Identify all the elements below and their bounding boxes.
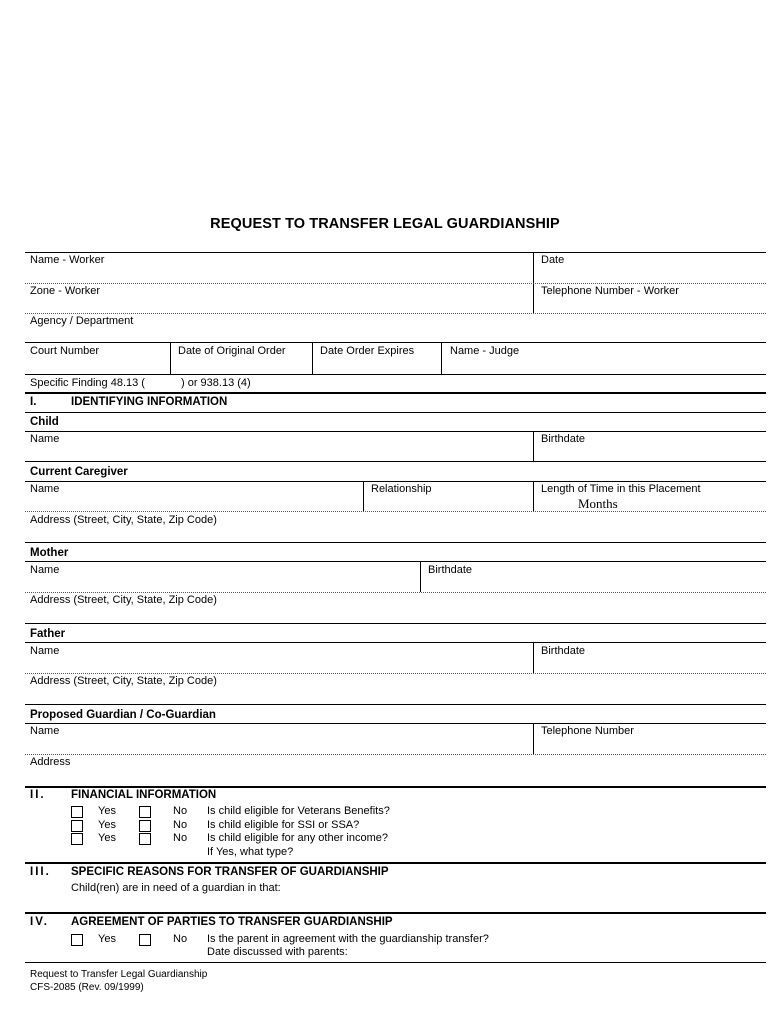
name-judge-label: Name - Judge [450, 345, 520, 357]
footer-form-name: Request to Transfer Legal Guardianship [30, 969, 208, 980]
divider [533, 431, 534, 461]
court-number-label: Court Number [30, 345, 100, 357]
divider [170, 342, 171, 374]
veterans-yes-checkbox[interactable] [71, 806, 83, 818]
agency-label: Agency / Department [30, 315, 134, 327]
divider [441, 342, 442, 374]
rule [25, 342, 766, 343]
guardian-address-label: Address [30, 756, 71, 768]
veterans-no-checkbox[interactable] [139, 806, 151, 818]
caregiver-address-label: Address (Street, City, State, Zip Code) [30, 514, 217, 526]
father-address-field[interactable] [25, 675, 764, 702]
father-heading: Father [30, 628, 66, 640]
child-heading: Child [30, 416, 59, 428]
divider [312, 342, 313, 374]
caregiver-name-field[interactable] [25, 483, 361, 510]
caregiver-relationship-field[interactable] [366, 483, 531, 510]
section-number: III. [30, 866, 51, 878]
date-label: Date [541, 254, 565, 266]
section-number: I. [30, 396, 37, 408]
rule [25, 313, 766, 314]
rule [25, 642, 766, 643]
reasons-label: Child(ren) are in need of a guardian in that: [71, 882, 281, 894]
date-field[interactable] [536, 254, 764, 282]
section-title: AGREEMENT OF PARTIES TO TRANSFER GUARDIANSHIP [71, 916, 393, 928]
divider [533, 642, 534, 673]
ssi-question: Is child eligible for SSI or SSA? [207, 819, 360, 831]
guardian-telephone-field[interactable] [536, 725, 764, 752]
mother-name-label: Name [30, 564, 60, 576]
guardian-telephone-label: Telephone Number [541, 725, 634, 737]
rule [25, 252, 766, 253]
guardian-name-field[interactable] [25, 725, 530, 752]
father-name-label: Name [30, 645, 60, 657]
specific-finding-field[interactable] [152, 377, 178, 390]
rule [25, 374, 766, 375]
date-discussed-label: Date discussed with parents: [207, 946, 348, 958]
date-original-order-field[interactable] [173, 345, 310, 373]
placement-length-field[interactable] [536, 483, 764, 510]
divider [533, 723, 534, 754]
rule [25, 623, 766, 624]
no-label: No [173, 832, 188, 844]
yes-label: Yes [98, 805, 116, 817]
father-birthdate-field[interactable] [536, 645, 764, 672]
section-rule [25, 392, 766, 394]
rule [25, 561, 766, 562]
yes-label: Yes [98, 933, 116, 945]
rule [25, 962, 766, 963]
no-label: No [173, 819, 188, 831]
zone-worker-label: Zone - Worker [30, 285, 101, 297]
caregiver-address-field[interactable] [25, 514, 764, 540]
name-worker-label: Name - Worker [30, 254, 105, 266]
child-name-label: Name [30, 433, 60, 445]
caregiver-name-label: Name [30, 483, 60, 495]
ssi-no-checkbox[interactable] [139, 820, 151, 832]
guardian-address-field[interactable] [25, 756, 764, 784]
mother-birthdate-label: Birthdate [428, 564, 473, 576]
agreement-no-checkbox[interactable] [139, 934, 151, 946]
footer-form-number: CFS-2085 (Rev. 09/1999) [30, 982, 144, 993]
guardian-heading: Proposed Guardian / Co-Guardian [30, 709, 216, 721]
other-income-no-checkbox[interactable] [139, 833, 151, 845]
reasons-field[interactable] [25, 896, 764, 910]
telephone-worker-field[interactable] [536, 285, 764, 313]
name-judge-field[interactable] [444, 345, 764, 373]
agreement-yes-checkbox[interactable] [71, 934, 83, 946]
section-title: IDENTIFYING INFORMATION [71, 396, 228, 408]
months-label: Months [578, 496, 618, 511]
section-rule [25, 862, 766, 864]
rule [25, 461, 766, 462]
section-number: II. [30, 789, 46, 801]
date-order-expires-field[interactable] [315, 345, 439, 373]
divider [420, 561, 421, 592]
rule [25, 412, 766, 413]
date-discussed-field[interactable] [352, 946, 764, 959]
yes-label: Yes [98, 819, 116, 831]
rule [25, 754, 766, 755]
mother-address-field[interactable] [25, 594, 764, 621]
page-title: REQUEST TO TRANSFER LEGAL GUARDIANSHIP [210, 216, 560, 232]
telephone-worker-label: Telephone Number - Worker [541, 285, 679, 297]
ssi-yes-checkbox[interactable] [71, 820, 83, 832]
section-title: FINANCIAL INFORMATION [71, 789, 217, 801]
placement-length-label: Length of Time in this Placement [541, 483, 701, 495]
caregiver-heading: Current Caregiver [30, 466, 128, 478]
court-number-field[interactable] [25, 345, 168, 373]
mother-name-field[interactable] [25, 564, 418, 591]
date-original-order-label: Date of Original Order [178, 345, 286, 357]
divider [533, 481, 534, 511]
agreement-question: Is the parent in agreement with the guardianship transfer? [207, 933, 489, 945]
rule [25, 283, 766, 284]
other-income-yes-checkbox[interactable] [71, 833, 83, 845]
divider [363, 481, 364, 511]
mother-heading: Mother [30, 547, 69, 559]
rule [25, 511, 766, 512]
rule [25, 542, 766, 543]
date-order-expires-label: Date Order Expires [320, 345, 415, 357]
rule [25, 592, 766, 593]
mother-birthdate-field[interactable] [423, 564, 764, 591]
section-rule [25, 786, 766, 788]
child-birthdate-label: Birthdate [541, 433, 586, 445]
child-name-field[interactable] [25, 433, 530, 460]
section-number: IV. [30, 916, 50, 928]
father-address-label: Address (Street, City, State, Zip Code) [30, 675, 217, 687]
father-birthdate-label: Birthdate [541, 645, 586, 657]
yes-label: Yes [98, 832, 116, 844]
section-title: SPECIFIC REASONS FOR TRANSFER OF GUARDIANSHIP [71, 866, 389, 878]
agency-field[interactable] [25, 315, 764, 341]
no-label: No [173, 805, 188, 817]
caregiver-relationship-label: Relationship [371, 483, 432, 495]
rule [25, 723, 766, 724]
veterans-question: Is child eligible for Veterans Benefits? [207, 805, 390, 817]
child-birthdate-field[interactable] [536, 433, 764, 460]
other-income-question: Is child eligible for any other income? [207, 832, 388, 844]
mother-address-label: Address (Street, City, State, Zip Code) [30, 594, 217, 606]
guardian-name-label: Name [30, 725, 60, 737]
income-type-label: If Yes, what type? [207, 846, 294, 858]
father-name-field[interactable] [25, 645, 530, 672]
name-worker-field[interactable] [25, 254, 530, 282]
section-rule [25, 912, 766, 914]
zone-worker-field[interactable] [25, 285, 530, 313]
rule [25, 673, 766, 674]
specific-finding-label: Specific Finding 48.13 ( [30, 377, 145, 389]
rule [25, 431, 766, 432]
specific-finding-suffix: ) or 938.13 (4) [181, 377, 251, 389]
rule [25, 481, 766, 482]
rule [25, 704, 766, 705]
no-label: No [173, 933, 188, 945]
income-type-field[interactable] [300, 846, 764, 859]
